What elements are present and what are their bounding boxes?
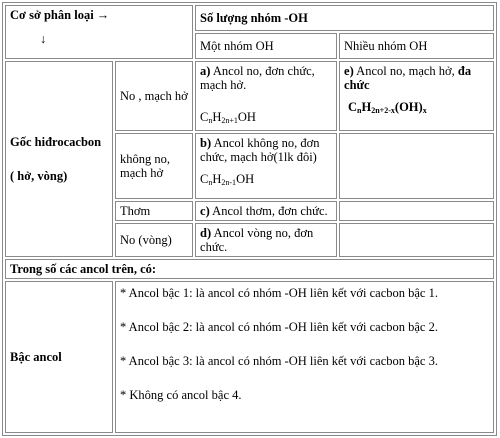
bullet-bac-1: * Ancol bậc 1: là ancol có nhóm -OH liên kết với cacbon bậc 1. [120, 286, 438, 300]
cell-c: c) Ancol thơm, đơn chức. [195, 201, 337, 221]
cell-b [195, 133, 337, 199]
type-thom: Thơm [115, 201, 193, 221]
header-co-so-cell [5, 5, 193, 59]
goc-label-line1: Gốc hiđrocacbon [10, 135, 102, 149]
bac-ancol-label: Bậc ancol [5, 281, 113, 433]
header-so-luong: Số lượng nhóm -OH [195, 5, 494, 31]
header-nhieu-nhom: Nhiều nhóm OH [339, 33, 494, 59]
cell-empty-b [339, 133, 494, 199]
cell-e [339, 61, 494, 131]
trong-so-row: Trong số các ancol trên, có: [5, 259, 494, 279]
header-co-so: Cơ sở phân loại → [10, 8, 110, 22]
goc-label-line2: ( hở, vòng) [10, 169, 68, 183]
header-mot-nhom: Một nhóm OH [195, 33, 337, 59]
bullet-bac-3: * Ancol bậc 3: là ancol có nhóm -OH liên kết với cacbon bậc 3. [120, 354, 438, 368]
a-title: a) Ancol no, đơn chức, mạch hở. [200, 64, 315, 92]
b-formula: $C_nH_{2n-1}OH$ [200, 172, 255, 187]
cell-empty-c [339, 201, 494, 221]
e-title: e) Ancol no, mạch hở, đa chức [344, 64, 472, 92]
a-formula: $C_nH_{2n+1}OH$ [200, 110, 256, 125]
bullet-bac-2: * Ancol bậc 2: là ancol có nhóm -OH liên kết với cacbon bậc 2. [120, 320, 438, 334]
bac-ancol-content [115, 281, 494, 433]
goc-label-cell [5, 61, 113, 257]
type-khong-no: không no, mạch hở [115, 133, 193, 199]
cell-d: d) Ancol vòng no, đơn chức. [195, 223, 337, 257]
classification-table [2, 2, 497, 436]
cell-a [195, 61, 337, 131]
e-formula: $C_nH_{2n+2-x}(OH)_x$ [348, 100, 427, 115]
type-no-mach-ho: No , mạch hở [115, 61, 193, 131]
cell-empty-d [339, 223, 494, 257]
b-title: b) Ancol không no, đơn chức, mạch hở(1lk đôi) [200, 136, 320, 164]
bullet-bac-4: * Không có ancol bậc 4. [120, 388, 242, 402]
type-no-vong: No (vòng) [115, 223, 193, 257]
arrow-down-icon: ↓ [40, 32, 47, 46]
